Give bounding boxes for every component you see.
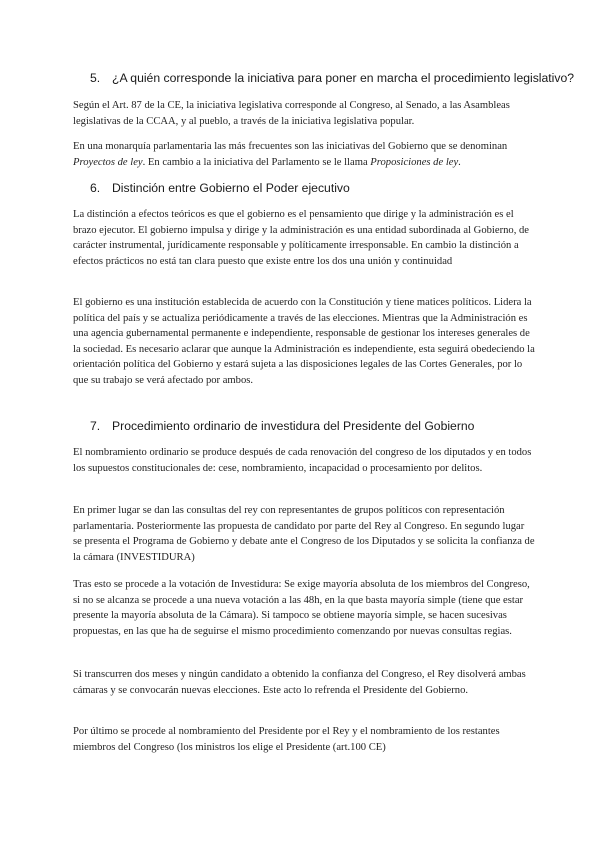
p5-2-italic-proyectos: Proyectos de ley bbox=[73, 156, 143, 168]
section-7-paragraph-4: Si transcurren dos meses y ningún candidato a obtenido la confianza del Congreso, el Rey disolverá ambas cámaras y se convocarán nuevas elecciones. Este acto lo refrenda el Presidente del Gobierno. bbox=[73, 669, 526, 696]
section-7-paragraph-3: Tras esto se procede a la votación de Investidura: Se exige mayoría absoluta de los miembros del Congreso, si no se alcanza se procede a una nueva votación a las 48h, en la que basta mayoría simple (tiene que estar presente la mayoría absoluta de la Cámara). Si tampoco se obtiene mayoría simple, se hacen sucesivas propuestas, en las que ha de seguirse el mismo procedimiento comenzando por nuevas consultas regias. bbox=[73, 579, 530, 637]
section-5-heading bbox=[90, 70, 575, 86]
section-5-paragraph-1: Según el Art. 87 de la CE, la iniciativa legislativa corresponde al Congreso, al Senado, a las Asambleas legislativas de la CCAA, y al pueblo, a través de la iniciativa legislativa popular. bbox=[73, 100, 510, 127]
section-7-paragraph-1: El nombramiento ordinario se produce después de cada renovación del congreso de los diputados y en todos los supuestos constitucionales de: cese, nombramiento, incapacidad o procesamiento por delitos. bbox=[73, 447, 532, 474]
section-7-paragraph-5: Por último se procede al nombramiento del Presidente por el Rey y el nombramiento de los restantes miembros del Congreso (los ministros los elige el Presidente (art.100 CE) bbox=[73, 726, 500, 753]
section-7-heading bbox=[90, 418, 560, 434]
section-5-paragraph-2 bbox=[73, 139, 535, 170]
section-6-number: 6. bbox=[90, 181, 101, 195]
section-6-title: Distinción entre Gobierno el Poder ejecutivo bbox=[112, 181, 350, 195]
section-5-title: ¿A quién corresponde la iniciativa para poner en marcha el procedimiento legislativo? bbox=[112, 71, 575, 85]
p5-2-text-e: . bbox=[458, 156, 461, 168]
p5-2-text-c: . En cambio a la iniciativa del Parlamento se le llama bbox=[142, 156, 371, 168]
p5-2-italic-proposiciones: Proposiciones de ley bbox=[370, 156, 459, 168]
section-7-title: Procedimiento ordinario de investidura del Presidente del Gobierno bbox=[112, 419, 475, 433]
section-7-paragraph-2: En primer lugar se dan las consultas del rey con representantes de grupos políticos con representación parlamentaria. Posteriormente las propuesta de candidato por parte del Rey al Congreso. En segundo lugar se presenta el Programa de Gobierno y debate ante el Congreso de los Diputados y se solicita la confianza de la cámara (INVESTIDURA) bbox=[73, 505, 535, 563]
section-6-heading bbox=[90, 180, 560, 196]
p5-2-text-a: En una monarquía parlamentaria las más frecuentes son las iniciativas del Gobierno que se denominan bbox=[73, 141, 508, 152]
section-6-paragraph-1: La distinción a efectos teóricos es que el gobierno es el pensamiento que dirige y la administración es el brazo ejecutor. El gobierno impulsa y dirige y la administración es una entidad subordinada al Gobierno, de carácter instrumental, jurídicamente responsable y políticamente irresponsable. En cambio la distinción a efectos prácticos no está tan clara puesto que existe entre los dos una unión y continuidad bbox=[73, 209, 529, 267]
section-5-number: 5. bbox=[90, 71, 101, 85]
section-6-paragraph-2: El gobierno es una institución establecida de acuerdo con la Constitución y tiene matices políticos. Lidera la política del país y se actualiza periódicamente a través de las elecciones. Mientras que la Administración es una agencia gubernamental permanente e independiente, responsable de gestionar los intereses generales de la sociedad. Es necesario aclarar que aunque la Administración es independiente, esta seguirá obedeciendo la orientación política del Gobierno y estará sujeta a las disposiciones legales de las Cortes Generales, por lo que su trabajo se verá afectado por ambos. bbox=[73, 297, 535, 386]
section-7-number: 7. bbox=[90, 419, 101, 433]
